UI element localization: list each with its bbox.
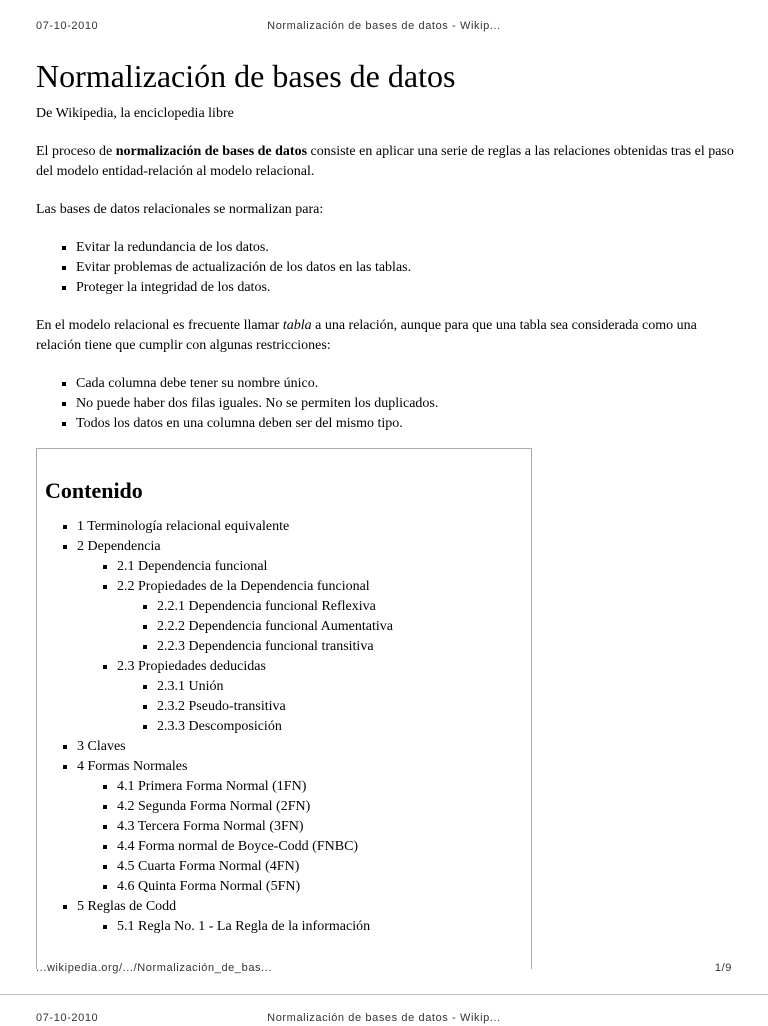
toc-item	[77, 897, 531, 937]
toc-list	[37, 517, 531, 937]
toc-link-5-1[interactable]: 5.1 Regla No. 1 - La Regla de la información	[117, 919, 371, 934]
list-item: ▪ Cada columna debe tener su nombre único.	[76, 374, 736, 394]
toc-item	[157, 677, 531, 697]
purpose-list	[36, 238, 736, 298]
toc-link-4-1[interactable]: 4.1 Primera Forma Normal (1FN)	[117, 779, 307, 794]
article-tagline: De Wikipedia, la enciclopedia libre	[36, 106, 234, 121]
toc-item	[117, 857, 531, 877]
page-number: 1/9	[714, 962, 732, 974]
toc-sublist	[77, 917, 531, 937]
table-of-contents	[36, 448, 532, 969]
toc-item	[157, 617, 531, 637]
toc-link-2-3[interactable]: 2.3 Propiedades deducidas	[117, 659, 266, 674]
print-url: ...wikipedia.org/.../Normalización_de_bas...	[36, 962, 273, 974]
toc-link-2-2-2[interactable]: 2.2.2 Dependencia funcional Aumentativa	[157, 619, 393, 634]
toc-link-4-2[interactable]: 4.2 Segunda Forma Normal (2FN)	[117, 799, 311, 814]
toc-item	[77, 757, 531, 897]
list-item: ▪ Evitar problemas de actualización de los datos en las tablas.	[76, 258, 736, 278]
toc-item	[117, 837, 531, 857]
toc-link-2-2-3[interactable]: 2.2.3 Dependencia funcional transitiva	[157, 639, 374, 654]
article-content	[36, 56, 736, 452]
toc-link-2-3-3[interactable]: 2.3.3 Descomposición	[157, 719, 282, 734]
toc-link-2-3-2[interactable]: 2.3.2 Pseudo-transitiva	[157, 699, 286, 714]
list-item: ▪ No puede haber dos filas iguales. No se permiten los duplicados.	[76, 394, 736, 414]
toc-item	[157, 637, 531, 657]
toc-link-2-1[interactable]: 2.1 Dependencia funcional	[117, 559, 268, 574]
toc-item	[77, 517, 531, 537]
toc-link-4-4[interactable]: 4.4 Forma normal de Boyce-Codd (FNBC)	[117, 839, 359, 854]
toc-sublist	[77, 557, 531, 737]
toc-sublist	[77, 777, 531, 897]
toc-item	[157, 717, 531, 737]
toc-item	[117, 877, 531, 897]
page-separator	[0, 994, 768, 995]
toc-link-2-2[interactable]: 2.2 Propiedades de la Dependencia funcional	[117, 579, 370, 594]
toc-sublist	[117, 597, 531, 657]
toc-item	[157, 697, 531, 717]
toc-link-4[interactable]: 4 Formas Normales	[77, 759, 188, 774]
print-header	[0, 20, 768, 34]
toc-item	[117, 797, 531, 817]
toc-item	[117, 577, 531, 657]
toc-item	[157, 597, 531, 617]
relational-paragraph: En el modelo relacional es frecuente llamar tabla a una relación, aunque para que una tabla sea considerada como una relación tiene que cumplir con algunas restricciones:	[36, 318, 697, 353]
toc-item	[77, 537, 531, 737]
print-date: 07-10-2010	[36, 20, 99, 32]
toc-item	[77, 737, 531, 757]
toc-link-4-6[interactable]: 4.6 Quinta Forma Normal (5FN)	[117, 879, 301, 894]
intro-bold-term: normalización de bases de datos	[115, 144, 308, 159]
toc-item	[117, 917, 531, 937]
list-item: ▪ Todos los datos en una columna deben ser del mismo tipo.	[76, 414, 736, 434]
toc-link-1[interactable]: 1 Terminología relacional equivalente	[77, 519, 290, 534]
print-footer	[0, 962, 768, 976]
toc-sublist	[117, 677, 531, 737]
toc-link-4-5[interactable]: 4.5 Cuarta Forma Normal (4FN)	[117, 859, 300, 874]
toc-link-2-3-1[interactable]: 2.3.1 Unión	[157, 679, 224, 694]
toc-item	[117, 657, 531, 737]
toc-link-2[interactable]: 2 Dependencia	[77, 539, 161, 554]
toc-item	[117, 557, 531, 577]
print-title: Normalización de bases de datos - Wikip...	[267, 20, 501, 32]
print-title: Normalización de bases de datos - Wikip...	[267, 1012, 501, 1024]
toc-link-4-3[interactable]: 4.3 Tercera Forma Normal (3FN)	[117, 819, 304, 834]
toc-link-5[interactable]: 5 Reglas de Codd	[77, 899, 177, 914]
tabla-term: tabla	[282, 318, 312, 333]
list-item: ▪ Proteger la integridad de los datos.	[76, 278, 736, 298]
print-date: 07-10-2010	[36, 1012, 99, 1024]
intro-paragraph: El proceso de normalización de bases de datos consiste en aplicar una serie de reglas a las relaciones obtenidas tras el paso del modelo entidad-relación al modelo relacional.	[36, 144, 734, 179]
page-title: Normalización de bases de datos	[36, 58, 456, 94]
purpose-lead: Las bases de datos relacionales se normalizan para:	[36, 202, 324, 217]
toc-link-3[interactable]: 3 Claves	[77, 739, 126, 754]
toc-item	[117, 777, 531, 797]
toc-item	[117, 817, 531, 837]
restrictions-list	[36, 374, 736, 434]
toc-link-2-2-1[interactable]: 2.2.1 Dependencia funcional Reflexiva	[157, 599, 376, 614]
toc-title: Contenido	[45, 478, 143, 503]
list-item: ▪ Evitar la redundancia de los datos.	[76, 238, 736, 258]
